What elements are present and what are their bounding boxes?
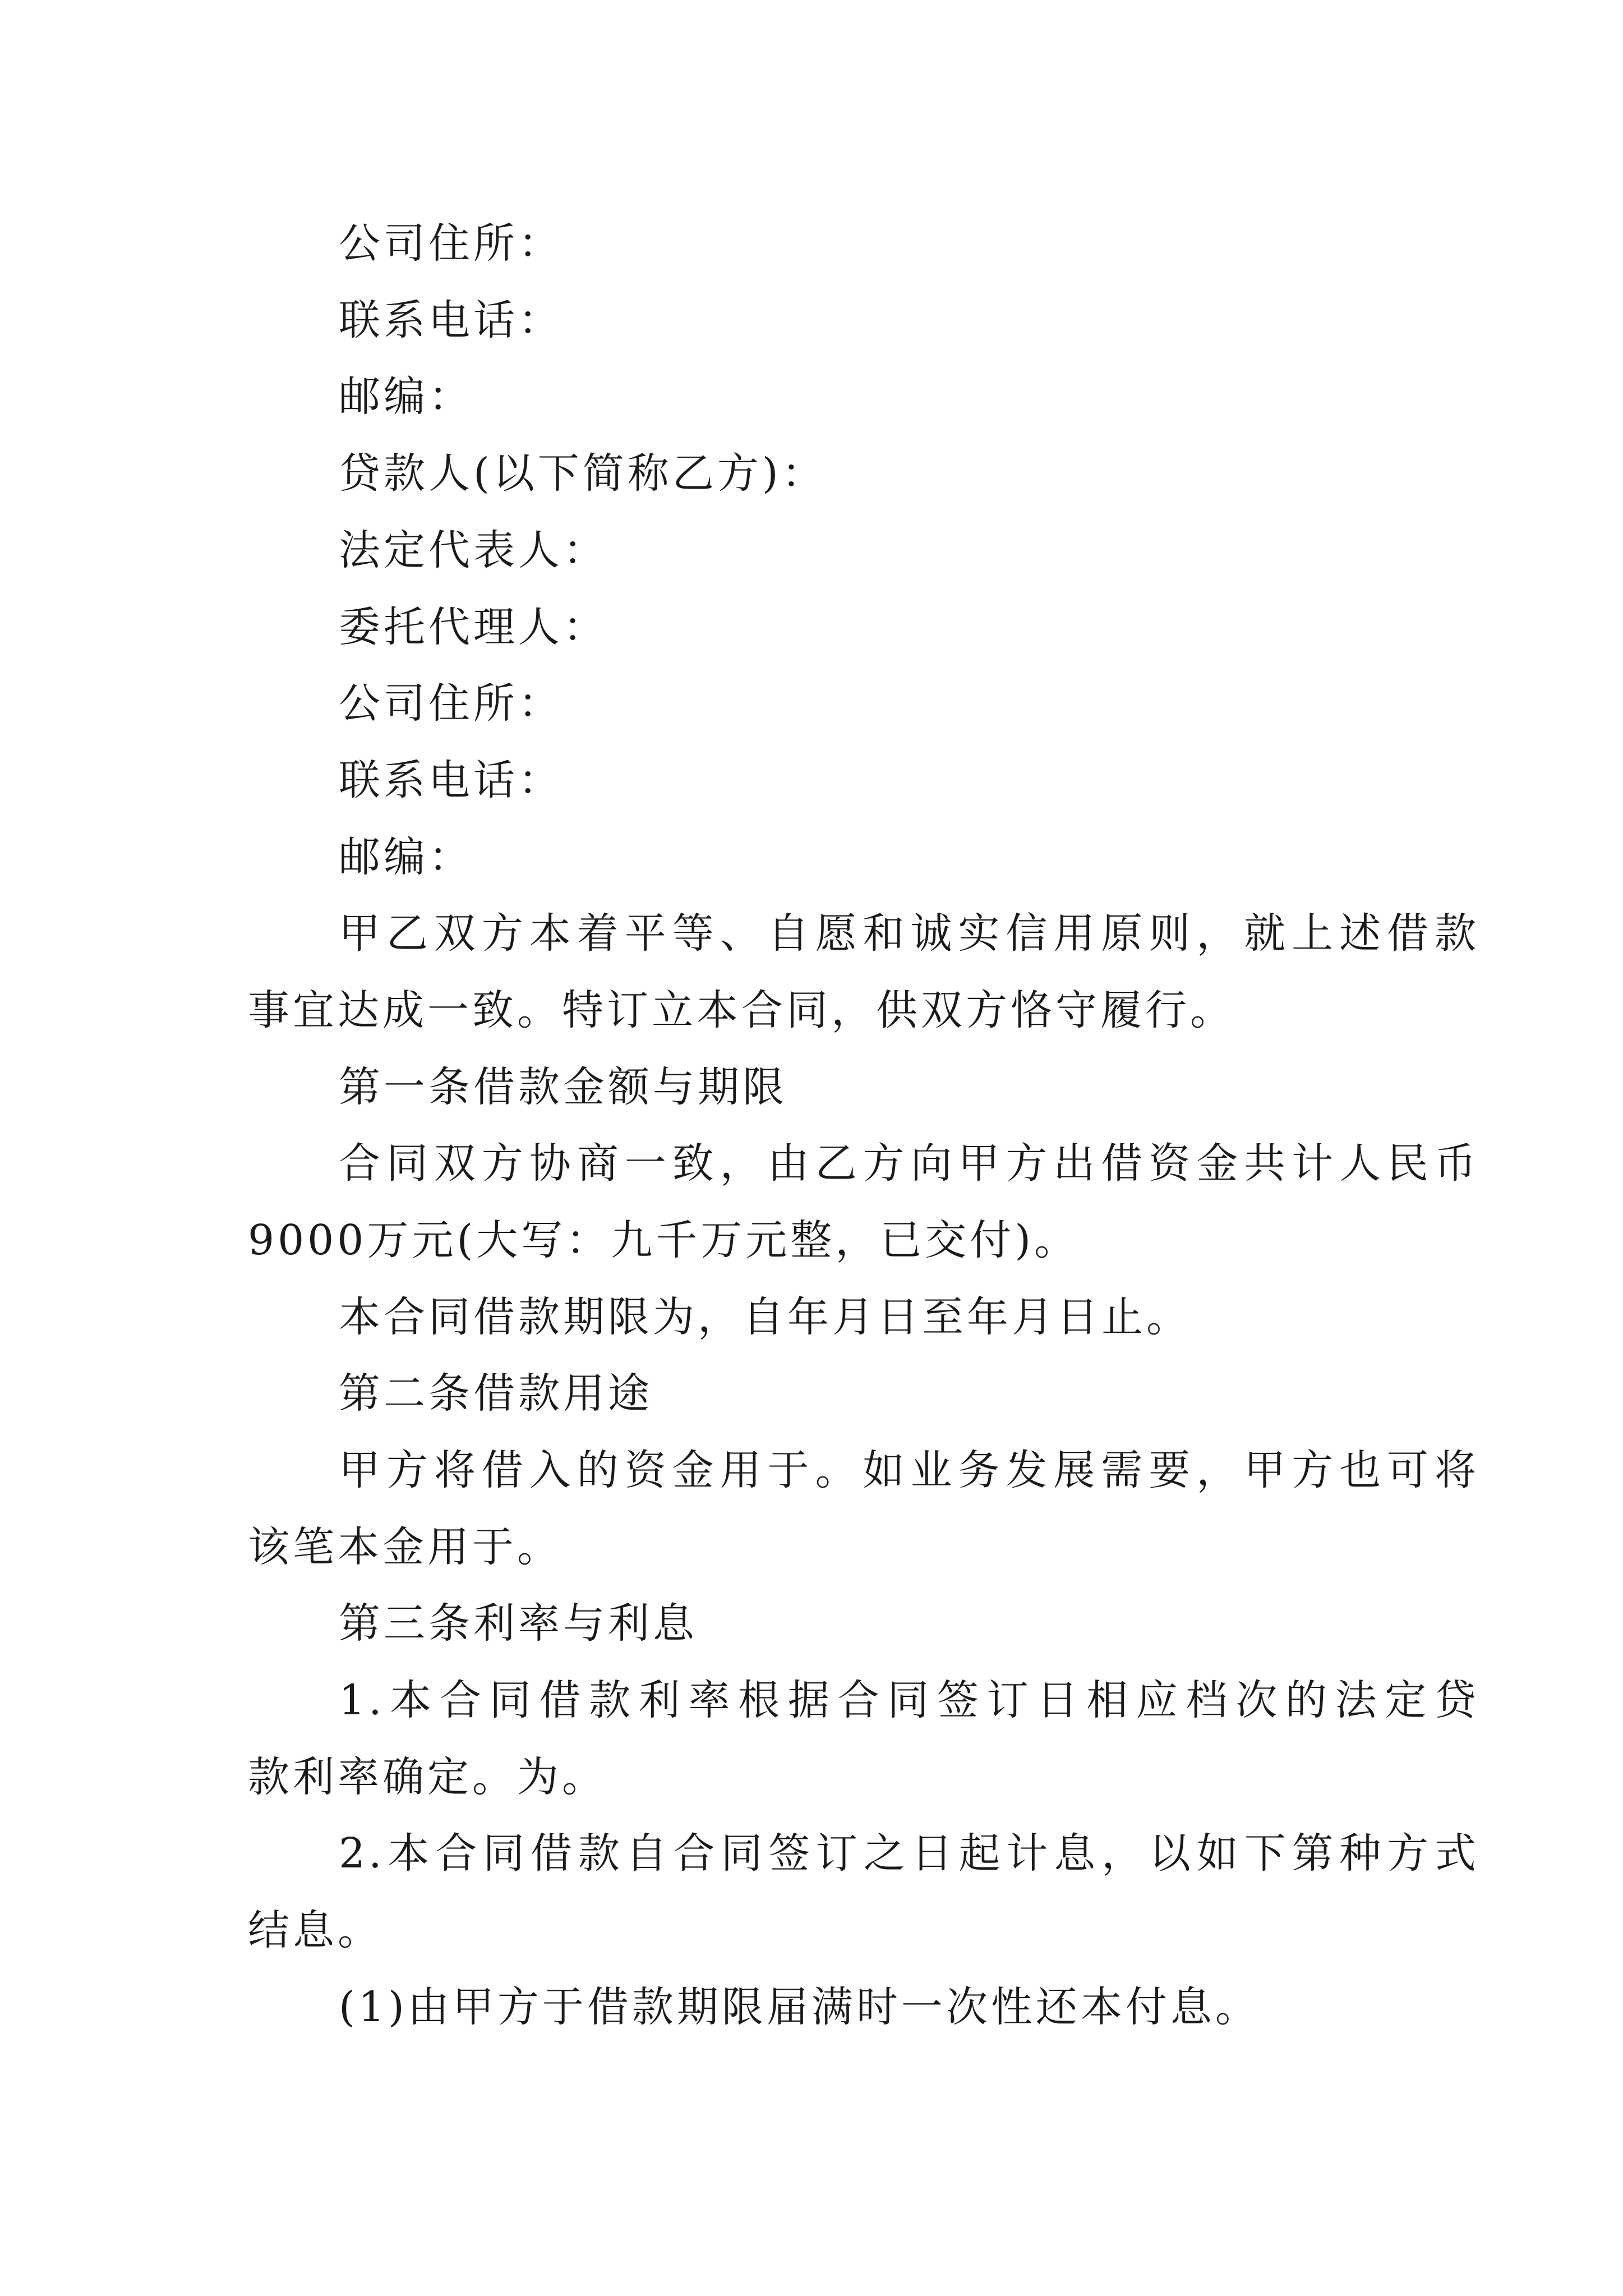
agent-label: 委托代理人： — [339, 603, 608, 651]
company-address-label-1: 公司住所： — [339, 219, 563, 268]
legal-rep-label: 法定代表人： — [339, 526, 608, 574]
phone-label-2: 联系电话： — [339, 756, 563, 804]
preamble-line-2: 事宜达成一致。特订立本合同，供双方恪守履行。 — [248, 986, 1235, 1034]
article-2-text-line-1: 甲方将借入的资金用于。如业务发展需要，甲方也可将 — [339, 1446, 1479, 1494]
article-2-text-line-2: 该笔本金用于。 — [248, 1523, 562, 1571]
lender-label: 贷款人(以下简称乙方)： — [339, 449, 827, 498]
postcode-label-2: 邮编： — [339, 833, 473, 881]
phone-label-1: 联系电话： — [339, 296, 563, 344]
article-3-item-1-line-2: 款利率确定。为。 — [248, 1753, 607, 1801]
article-1-text-line-2: 9000万元(大写：九千万元整，已交付)。 — [248, 1216, 1080, 1264]
article-3-item-2-line-1: 2.本合同借款自合同签订之日起计息，以如下第种方式 — [339, 1829, 1479, 1878]
article-1-term: 本合同借款期限为，自年月日至年月日止。 — [339, 1293, 1191, 1341]
article-3-option-1: (1)由甲方于借款期限届满时一次性还本付息。 — [339, 1983, 1260, 2031]
article-3-item-2-line-2: 结息。 — [248, 1906, 382, 1954]
article-3-item-1-line-1: 1.本合同借款利率根据合同签订日相应档次的法定贷 — [339, 1676, 1479, 1724]
postcode-label-1: 邮编： — [339, 372, 473, 421]
article-1-text-line-1: 合同双方协商一致，由乙方向甲方出借资金共计人民币 — [339, 1139, 1479, 1188]
article-2-heading: 第二条借款用途 — [339, 1369, 653, 1418]
article-1-heading: 第一条借款金额与期限 — [339, 1063, 787, 1111]
company-address-label-2: 公司住所： — [339, 679, 563, 728]
preamble-line-1: 甲乙双方本着平等、自愿和诚实信用原则，就上述借款 — [339, 909, 1479, 958]
article-3-heading: 第三条利率与利息 — [339, 1599, 698, 1648]
